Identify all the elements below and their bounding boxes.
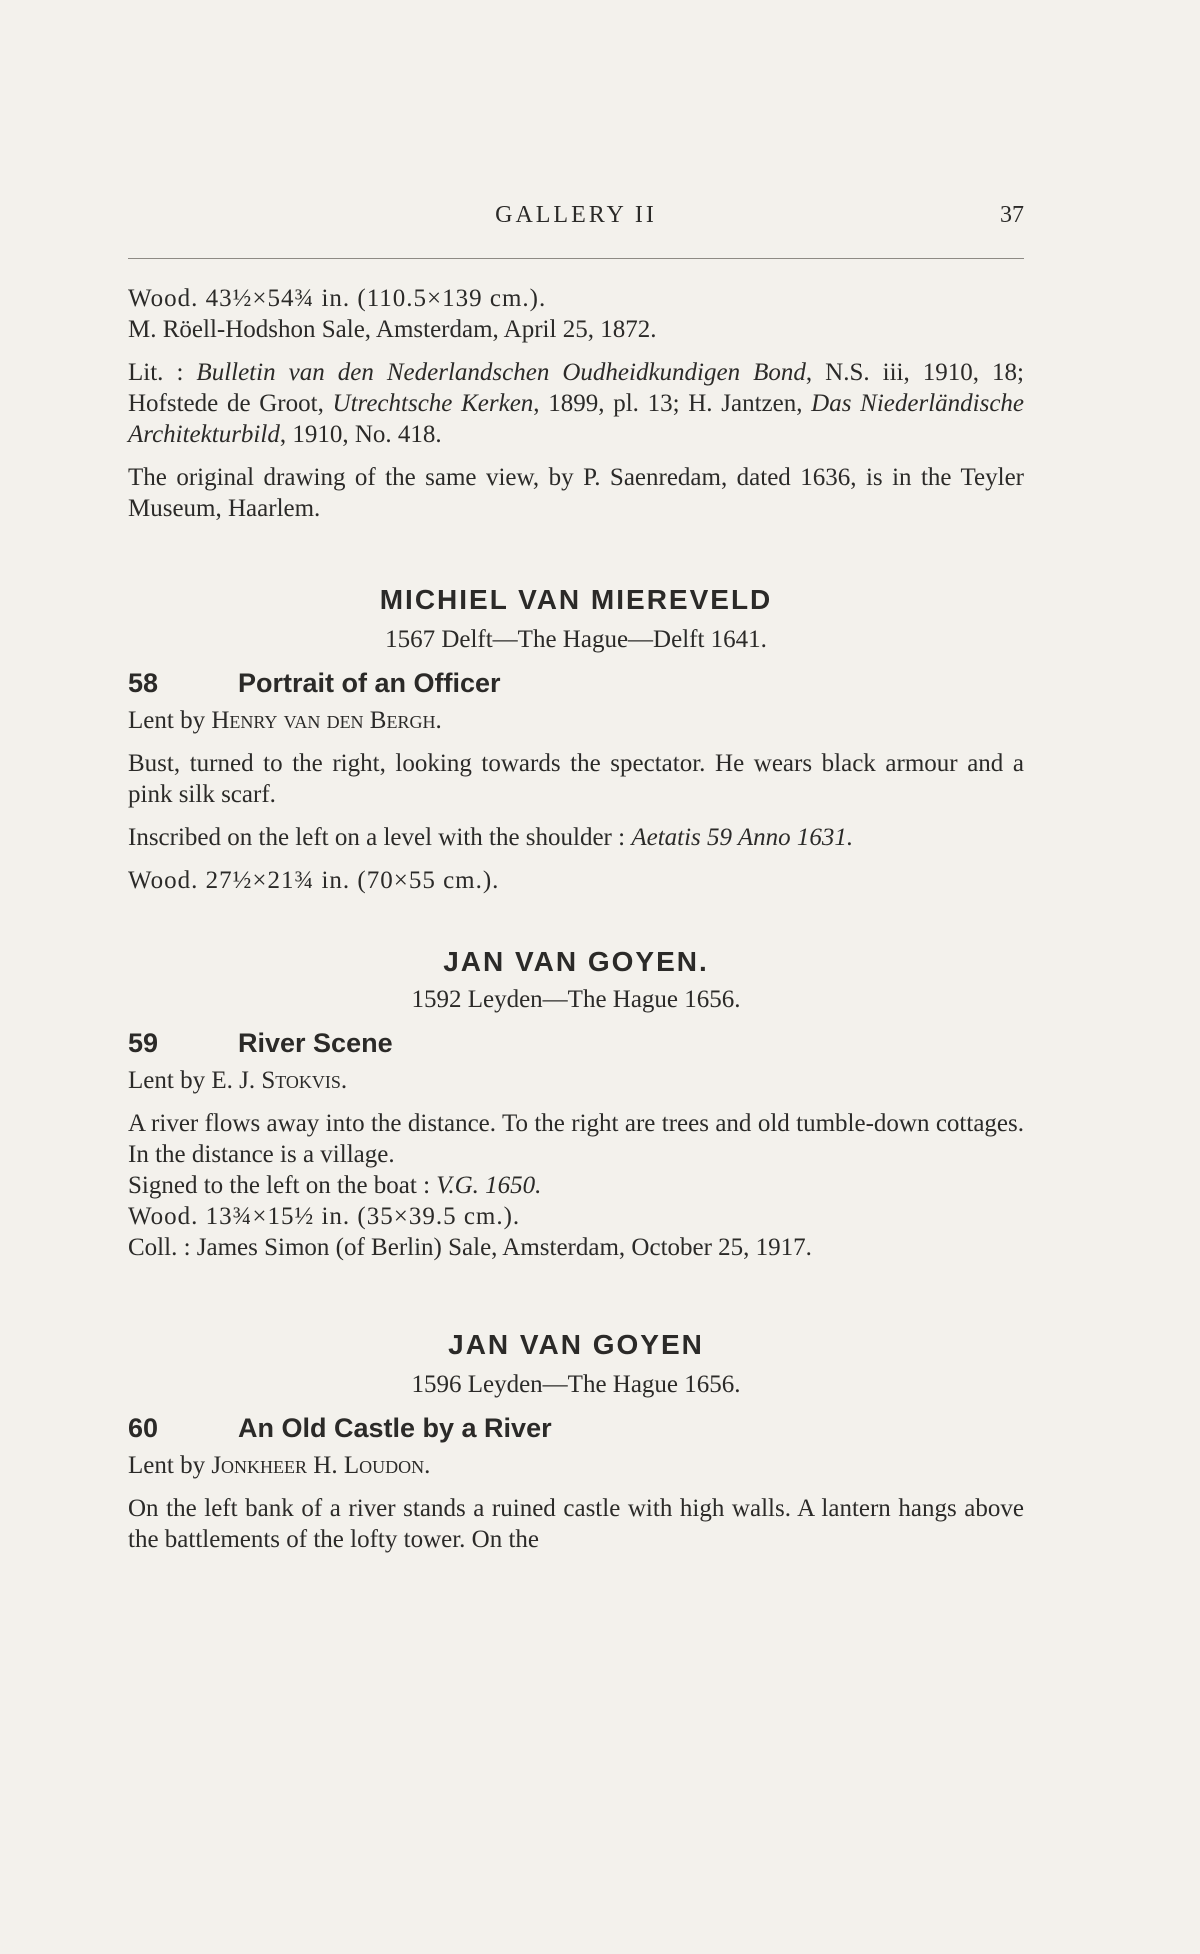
literature-title: Utrechtsche Kerken [332, 390, 534, 417]
signed-prefix: Signed to the left on the boat : [128, 1172, 437, 1199]
lent-prefix: Lent by [128, 707, 212, 734]
literature-block [128, 357, 1024, 450]
lent-by-line [128, 705, 1024, 736]
literature-title: Das Niederländische Architekturbild [128, 390, 1025, 448]
description-paragraph: A river flows away into the distance. To the right are trees and old tumble-down cottages. In the distance is a village. [128, 1110, 1024, 1168]
running-head: GALLERY II [495, 202, 657, 228]
page-content [128, 283, 1024, 1555]
lot-title: Portrait of an Officer [238, 668, 501, 698]
signature-text: V.G. 1650. [436, 1172, 542, 1199]
lot-title: River Scene [238, 1028, 393, 1058]
lot-number: 60 [128, 1413, 159, 1443]
artist-dates: 1596 Leyden—The Hague 1656. [411, 1371, 741, 1398]
lent-prefix: Lent by [128, 1067, 212, 1094]
lender-name: E. J. Stokvis. [211, 1067, 348, 1094]
provenance-line: M. Röell-Hodshon Sale, Amsterdam, April 25, 1872. [128, 316, 657, 343]
literature-text: , 1910, No. 418. [279, 421, 442, 448]
lender-name: Jonkheer H. Loudon. [211, 1452, 431, 1479]
inscription-text: Aetatis 59 Anno 1631. [631, 824, 854, 851]
lent-by-line [128, 1065, 1024, 1096]
lot-heading [128, 1025, 1024, 1061]
lot-heading [128, 1410, 1024, 1446]
artist-heading: JAN VAN GOYEN [448, 1329, 704, 1360]
lender-name: Henry van den Bergh. [211, 707, 442, 734]
artist-heading: JAN VAN GOYEN. [443, 946, 709, 977]
description-paragraph: Bust, turned to the right, looking towards the spectator. He wears black armour and a pink silk scarf. [128, 750, 1024, 808]
lot-number: 59 [128, 1028, 159, 1058]
literature-text: , 1899, pl. 13; H. Jantzen, [533, 390, 812, 417]
page-number: 37 [1000, 202, 1024, 228]
inscription-line [128, 822, 1024, 853]
artist-dates: 1592 Leyden—The Hague 1656. [411, 986, 741, 1013]
lot-title: An Old Castle by a River [238, 1413, 552, 1443]
page-header [128, 202, 1024, 242]
description-paragraph: On the left bank of a river stands a ruined castle with high walls. A lantern hangs above the battlements of the lofty tower. On the [128, 1495, 1024, 1553]
note-paragraph: The original drawing of the same view, by P. Saenredam, dated 1636, is in the Teyler Museum, Haarlem. [128, 464, 1024, 522]
collection-line: Coll. : James Simon (of Berlin) Sale, Amsterdam, October 25, 1917. [128, 1234, 812, 1261]
dimensions-line: Wood. 43½×54¾ in. (110.5×139 cm.). [128, 285, 547, 312]
dimensions-line: Wood. 27½×21¾ in. (70×55 cm.). [128, 867, 500, 894]
lot-number: 58 [128, 668, 159, 698]
literature-text: , N.S. iii, 1910, 18; Hofstede de Groot, [128, 359, 1025, 417]
artist-heading: MICHIEL VAN MIEREVELD [379, 584, 773, 615]
lot-heading [128, 665, 1024, 701]
lent-by-line [128, 1450, 1024, 1481]
literature-title: Bulletin van den Nederlandschen Oudheidkundigen Bond [196, 359, 806, 386]
dimensions-line: Wood. 13¾×15½ in. (35×39.5 cm.). [128, 1203, 521, 1230]
lent-prefix: Lent by [128, 1452, 212, 1479]
header-rule [128, 258, 1024, 259]
inscription-prefix: Inscribed on the left on a level with the shoulder : [128, 824, 632, 851]
artist-dates: 1567 Delft—The Hague—Delft 1641. [385, 626, 767, 653]
literature-prefix: Lit. : [128, 359, 197, 386]
signature-line [128, 1170, 1024, 1201]
